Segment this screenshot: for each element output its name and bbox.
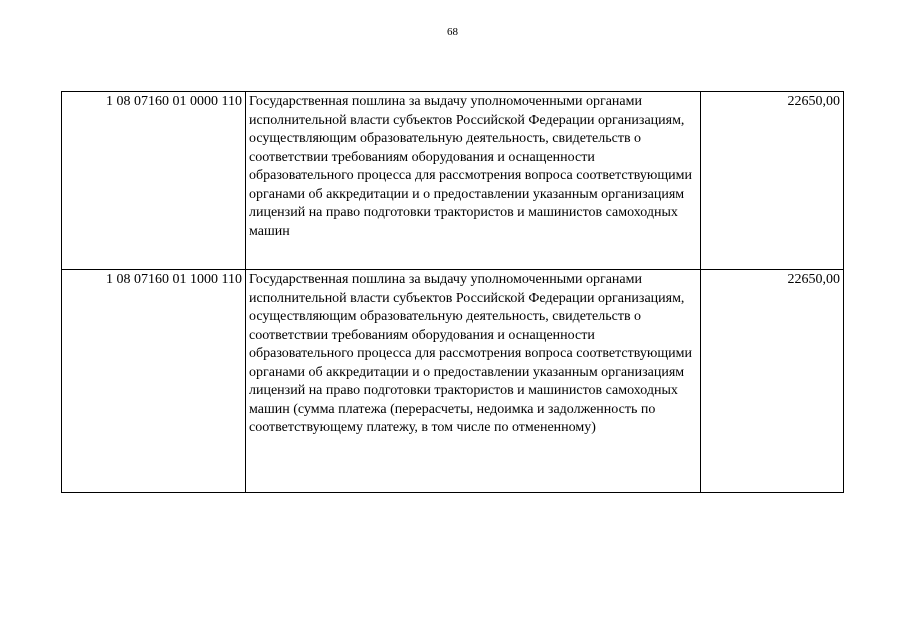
amount-cell: 22650,00 — [701, 92, 844, 270]
page-number: 68 — [447, 26, 458, 38]
table-row — [62, 270, 844, 493]
budget-code-cell: 1 08 07160 01 0000 110 — [62, 92, 246, 270]
revenue-name-cell: Государственная пошлина за выдачу уполномоченными органами исполнительной власти субъектов Российской Федерации организациям, осуществляющим образовательную деятельность, свидетельств о соответствии требованиям оборудования и оснащенности образовательного процесса для рассмотрения вопроса соответствующими органами об аккредитации и о предоставлении указанным организациям лицензий на право подготовки трактористов и машинистов самоходных машин — [246, 92, 701, 270]
amount-cell: 22650,00 — [701, 270, 844, 493]
table-row — [62, 92, 844, 270]
budget-code-cell: 1 08 07160 01 1000 110 — [62, 270, 246, 493]
revenue-table — [61, 91, 844, 493]
revenue-name-cell: Государственная пошлина за выдачу уполномоченными органами исполнительной власти субъектов Российской Федерации организациям, осуществляющим образовательную деятельность, свидетельств о соответствии требованиям оборудования и оснащенности образовательного процесса для рассмотрения вопроса соответствующими органами об аккредитации и о предоставлении указанным организациям лицензий на право подготовки трактористов и машинистов самоходных машин (сумма платежа (перерасчеты, недоимка и задолженность по соответствующему платежу, в том числе по отмененному) — [246, 270, 701, 493]
